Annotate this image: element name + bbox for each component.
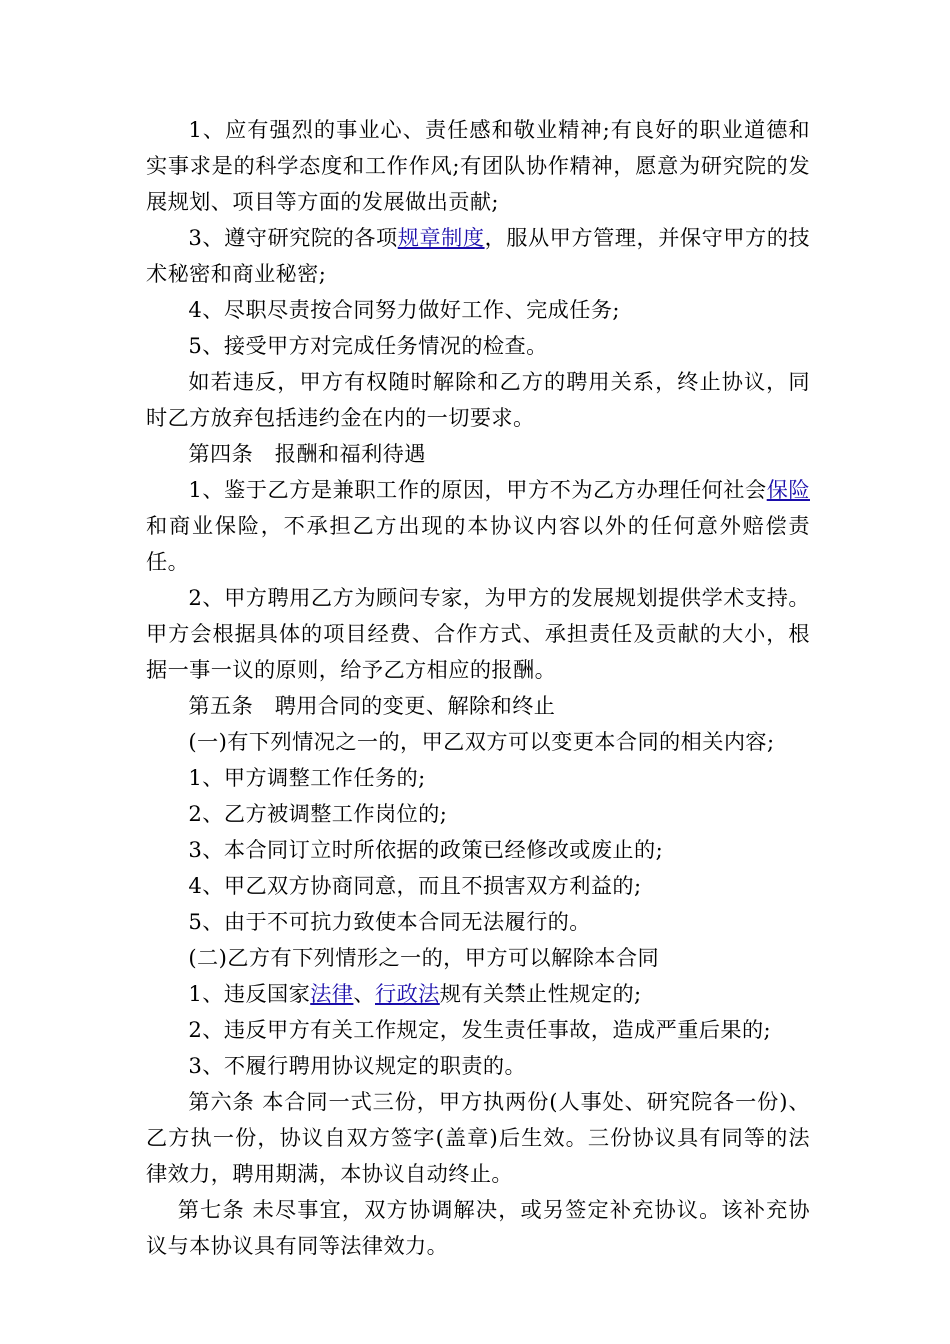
paragraph-change-5: 5、由于不可抗力致使本合同无法履行的。	[188, 909, 591, 934]
document-body	[146, 112, 810, 1264]
paragraph-duty-4: 4、尽职尽责按合同努力做好工作、完成任务;	[188, 297, 620, 322]
paragraph-text: 1、违反国家	[188, 981, 311, 1006]
link-insurance[interactable]: 保险	[766, 477, 810, 502]
article-7: 第七条 未尽事宜，双方协调解决，或另签定补充协议。该补充协议与本协议具有同等法律效力。	[146, 1197, 810, 1258]
article-5-heading: 第五条 聘用合同的变更、解除和终止	[188, 693, 556, 718]
paragraph-termination-2: 2、违反甲方有关工作规定，发生责任事故，造成严重后果的;	[188, 1017, 772, 1042]
paragraph-text: 3、遵守研究院的各项	[188, 225, 398, 250]
paragraph-duty-1: 1、应有强烈的事业心、责任感和敬业精神;有良好的职业道德和实事求是的科学态度和工作作风;有团队协作精神，愿意为研究院的发展规划、项目等方面的发展做出贡献;	[146, 117, 810, 214]
paragraph-change-4: 4、甲乙双方协商同意，而且不损害双方利益的;	[188, 873, 642, 898]
paragraph-text: 规有关禁止性规定的;	[439, 981, 642, 1006]
paragraph-text: 和商业保险，不承担乙方出现的本协议内容以外的任何意外赔偿责任。	[146, 513, 810, 574]
link-law[interactable]: 法律	[310, 981, 354, 1006]
paragraph-duty-3	[146, 220, 810, 292]
paragraph-remuneration-1	[146, 472, 810, 580]
paragraph-remuneration-2: 2、甲方聘用乙方为顾问专家，为甲方的发展规划提供学术支持。甲方会根据具体的项目经费、合作方式、承担责任及贡献的大小，根据一事一议的原则，给予乙方相应的报酬。	[146, 585, 810, 682]
paragraph-change-1: 1、甲方调整工作任务的;	[188, 765, 426, 790]
article-6: 第六条 本合同一式三份，甲方执两份(人事处、研究院各一份)、乙方执一份，协议自双方签字(盖章)后生效。三份协议具有同等的法律效力，聘用期满，本协议自动终止。	[146, 1089, 810, 1186]
paragraph-termination-3: 3、不履行聘用协议规定的职责的。	[188, 1053, 527, 1078]
link-rules-regulations[interactable]: 规章制度	[397, 225, 485, 250]
link-administrative-law[interactable]: 行政法	[375, 981, 440, 1006]
paragraph-change-2: 2、乙方被调整工作岗位的;	[188, 801, 448, 826]
paragraph-text: 1、鉴于乙方是兼职工作的原因，甲方不为乙方办理任何社会	[188, 477, 767, 502]
paragraph-change-intro: (一)有下列情况之一的，甲乙双方可以变更本合同的相关内容;	[188, 729, 775, 754]
paragraph-termination-1	[146, 976, 810, 1012]
paragraph-termination-intro: (二)乙方有下列情形之一的，甲方可以解除本合同	[188, 945, 660, 970]
paragraph-duty-5: 5、接受甲方对完成任务情况的检查。	[188, 333, 548, 358]
paragraph-text: ，服从甲方管理，并保守甲方的技术秘密和商业秘密;	[146, 225, 811, 286]
paragraph-change-3: 3、本合同订立时所依据的政策已经修改或废止的;	[188, 837, 664, 862]
paragraph-text: 、	[353, 981, 375, 1006]
article-4-heading: 第四条 报酬和福利待遇	[188, 441, 426, 466]
paragraph-violation: 如若违反，甲方有权随时解除和乙方的聘用关系，终止协议，同时乙方放弃包括违约金在内的一切要求。	[146, 369, 810, 430]
